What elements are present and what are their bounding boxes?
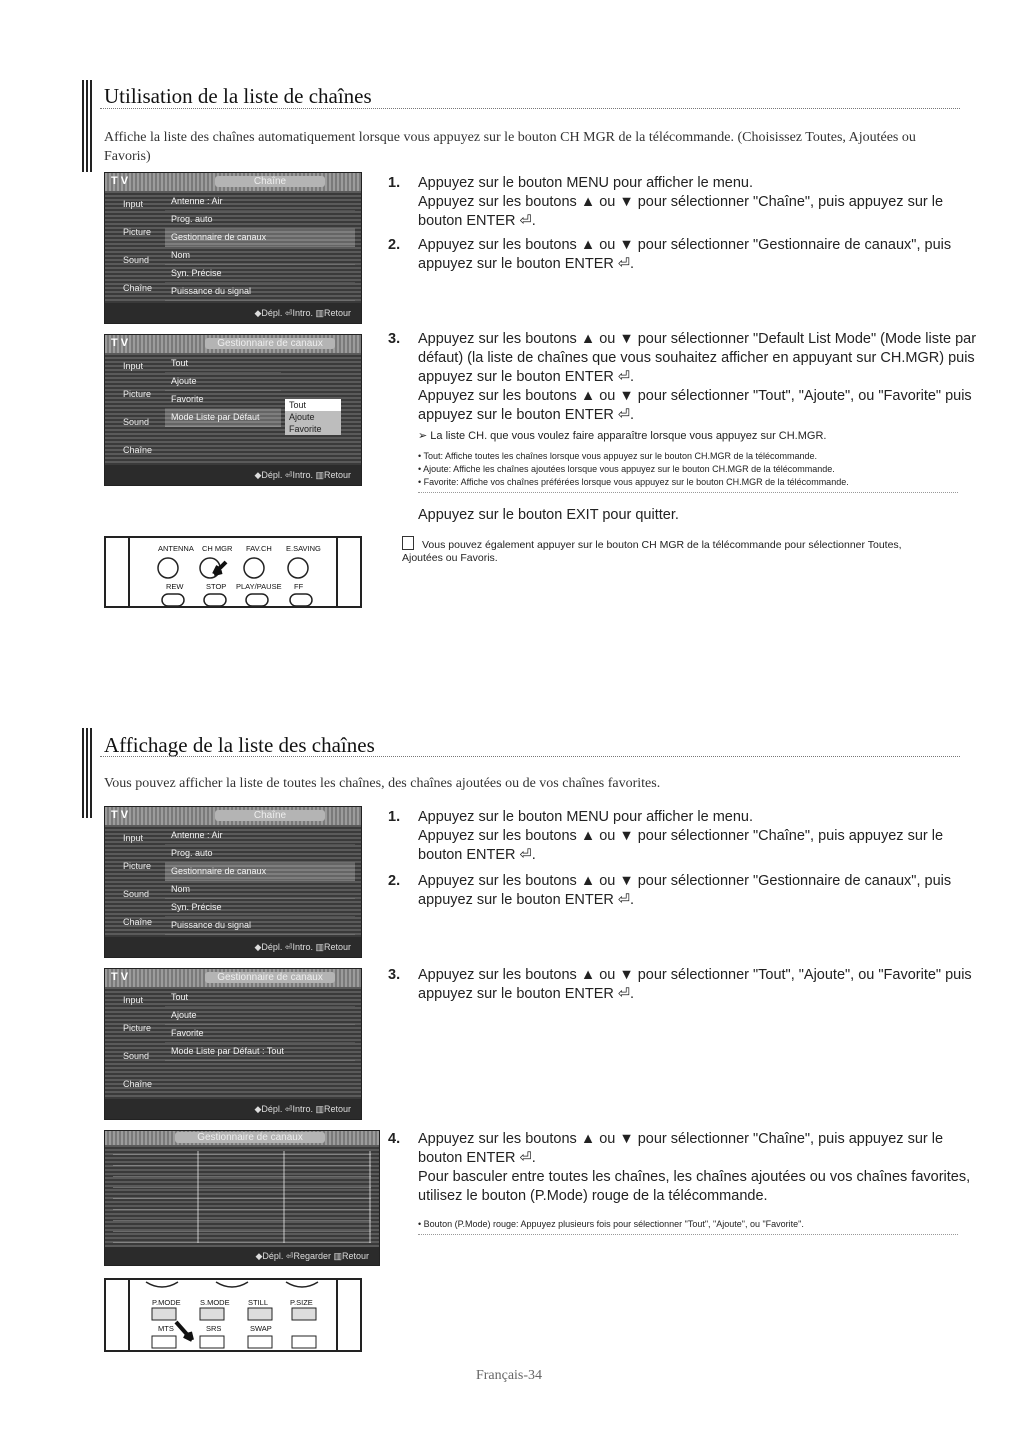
screen-title: Chaîne	[215, 176, 325, 187]
menu-item: Nom	[165, 247, 355, 265]
remote-label: S.MODE	[200, 1298, 230, 1307]
step-number: 2.	[388, 873, 401, 889]
remote-illustration-pmode	[104, 1278, 362, 1352]
bullet-tout: • Tout: Affiche toutes les chaînes lorsque vous appuyez sur le bouton CH.MGR de la télécommande.	[418, 451, 818, 461]
menu-item: Prog. auto	[165, 845, 355, 863]
step-number: 4.	[388, 1131, 401, 1147]
tv-menu-screen-chaine	[104, 172, 362, 324]
step-line: Appuyez sur les boutons ▲ ou ▼ pour sélectionner "Chaîne", puis appuyez sur le bouton ENTER ⏎.	[418, 828, 944, 863]
option-tout: Tout	[285, 399, 341, 411]
menu-item: Syn. Précise	[165, 265, 355, 283]
remote-label: STILL	[248, 1298, 269, 1307]
s1-note	[402, 536, 942, 565]
side-sound: Sound	[123, 889, 150, 899]
remote-label: FF	[294, 582, 304, 591]
step-line: Appuyez sur le bouton MENU pour afficher le menu.	[418, 809, 754, 825]
s1-step-3	[388, 330, 978, 425]
step-number: 3.	[388, 967, 401, 983]
step-line: Appuyez sur les boutons ▲ ou ▼ pour sélectionner "Chaîne", puis appuyez sur le bouton ENTER ⏎.	[418, 194, 944, 229]
menu-item-selected: Mode Liste par Défaut	[165, 409, 281, 427]
section2-intro: Vous pouvez afficher la liste de toutes les chaînes, des chaînes ajoutées ou de vos chaînes favorites.	[104, 776, 661, 791]
menu-sidebar	[105, 353, 163, 465]
side-sound: Sound	[123, 417, 150, 427]
step-line: Appuyez sur les boutons ▲ ou ▼ pour sélectionner "Gestionnaire de canaux", puis appuyez sur le bouton ENTER ⏎.	[418, 873, 952, 908]
side-input: Input	[123, 199, 144, 209]
option-favorite: Favorite	[289, 424, 322, 434]
remote-label: REW	[166, 582, 184, 591]
section2-marker	[82, 728, 92, 818]
remote-label: SRS	[206, 1324, 222, 1333]
note-icon	[402, 536, 414, 550]
screen-footer: ◆Dépl. ⏎Intro. ▥Retour	[105, 465, 361, 485]
tv-label: T V	[111, 337, 129, 349]
step-line: Appuyez sur les boutons ▲ ou ▼ pour sélectionner "Gestionnaire de canaux", puis appuyez sur le bouton ENTER ⏎.	[418, 237, 952, 272]
s1-step-1	[388, 174, 978, 231]
menu-list	[165, 193, 355, 319]
remote-label: P.SIZE	[290, 1298, 313, 1307]
menu-item: Favorite	[165, 391, 281, 409]
step-number: 3.	[388, 331, 401, 347]
s2-step-1	[388, 808, 978, 865]
section1-title: Utilisation de la liste de chaînes	[104, 84, 372, 108]
bullet-ajoute: • Ajoute: Affiche les chaînes ajoutées lorsque vous appuyez sur le bouton CH.MGR de la télécommande.	[418, 464, 835, 474]
side-sound: Sound	[123, 255, 150, 265]
screen-title: Gestionnaire de canaux	[205, 972, 335, 983]
remote-label: STOP	[206, 582, 227, 591]
tv-menu-screen-gestionnaire	[104, 334, 362, 486]
menu-item: Nom	[165, 881, 355, 899]
menu-item-selected: Gestionnaire de canaux	[165, 229, 355, 247]
step-number: 1.	[388, 809, 401, 825]
menu-item: Mode Liste par Défaut : Tout	[165, 1043, 355, 1061]
side-chaine: Chaîne	[123, 283, 153, 293]
menu-list	[165, 355, 281, 427]
section2-rule	[100, 756, 960, 757]
tv-menu-screen-gestionnaire-2	[104, 968, 362, 1120]
option-ajoute: Ajoute	[289, 412, 315, 422]
screen-footer: ◆Dépl. ⏎Intro. ▥Retour	[105, 937, 361, 957]
s1-step-2	[388, 236, 978, 274]
s1-tip: ➢ La liste CH. que vous voulez faire apparaître lorsque vous appuyez sur CH.MGR.	[418, 430, 827, 442]
tv-label: T V	[111, 971, 129, 983]
screen-footer: ◆Dépl. ⏎Regarder ▥Retour	[105, 1247, 379, 1265]
step-line: Appuyez sur le bouton MENU pour afficher le menu.	[418, 175, 754, 191]
menu-item: Puissance du signal	[165, 917, 355, 935]
menu-item: Ajoute	[165, 373, 281, 391]
menu-item: Antenne : Air	[165, 193, 355, 211]
s2-bullet: • Bouton (P.Mode) rouge: Appuyez plusieurs fois pour sélectionner "Tout", "Ajoute", ou "Favorite".	[418, 1218, 958, 1235]
menu-list	[165, 827, 355, 953]
remote-label: SWAP	[250, 1324, 272, 1333]
screen-title: Gestionnaire de canaux	[175, 1132, 325, 1143]
section2-title: Affichage de la liste des chaînes	[104, 733, 375, 757]
step-line: Appuyez sur les boutons ▲ ou ▼ pour sélectionner "Tout", "Ajoute", ou "Favorite" puis appuyez sur le bouton ENTER ⏎.	[418, 388, 972, 423]
remote-label: E.SAVING	[286, 544, 321, 553]
remote-label: P.MODE	[152, 1298, 181, 1307]
side-picture: Picture	[123, 1023, 152, 1033]
side-picture: Picture	[123, 389, 152, 399]
tv-label: T V	[111, 175, 129, 187]
s2-step-3	[388, 966, 978, 1004]
section1-intro: Affiche la liste des chaînes automatiquement lorsque vous appuyez sur le bouton CH MGR de la télécommande. (Choisissez Toutes, Ajoutées ou Favoris)	[104, 130, 916, 164]
section1-marker	[82, 80, 92, 172]
screen-title: Gestionnaire de canaux	[205, 338, 335, 349]
menu-item: Ajoute	[165, 1007, 355, 1025]
side-picture: Picture	[123, 861, 152, 871]
menu-sidebar	[105, 191, 163, 303]
s2-step-2	[388, 872, 978, 910]
side-input: Input	[123, 361, 144, 371]
menu-item: Antenne : Air	[165, 827, 355, 845]
step-line: Pour basculer entre toutes les chaînes, les chaînes ajoutées ou vos chaînes favorites, utilisez le bouton (P.Mode) rouge de la télécommande.	[418, 1169, 971, 1204]
remote-buttons	[106, 1280, 362, 1352]
step-line: Appuyez sur les boutons ▲ ou ▼ pour sélectionner "Default List Mode" (Mode liste par défaut) (la liste de chaînes que vous souhaitez afficher en appuyant sur CH.MGR) puis appuyez sur le bouton ENTER ⏎.	[418, 331, 977, 385]
menu-sidebar	[105, 825, 163, 937]
menu-item-selected: Gestionnaire de canaux	[165, 863, 355, 881]
remote-buttons	[106, 538, 362, 608]
side-chaine: Chaîne	[123, 1079, 153, 1089]
menu-item: Prog. auto	[165, 211, 355, 229]
menu-list	[165, 989, 355, 1061]
s1-exit	[388, 506, 978, 525]
menu-sidebar	[105, 987, 163, 1099]
step-number: 2.	[388, 237, 401, 253]
tv-label: T V	[111, 809, 129, 821]
step-number: 1.	[388, 175, 401, 191]
menu-item: Puissance du signal	[165, 283, 355, 301]
option-popup	[285, 399, 341, 435]
section1-rule	[100, 108, 960, 109]
note-text: Vous pouvez également appuyer sur le bouton CH MGR de la télécommande pour sélectionner Toutes, Ajoutées ou Favoris.	[402, 539, 902, 564]
screen-title: Chaîne	[215, 810, 325, 821]
menu-item: Syn. Précise	[165, 899, 355, 917]
bullet-favorite: • Favorite: Affiche vos chaînes préférées lorsque vous appuyez sur le bouton CH.MGR de la télécommande.	[418, 477, 849, 487]
channel-grid	[113, 1151, 371, 1243]
step-line: Appuyez sur les boutons ▲ ou ▼ pour sélectionner "Chaîne", puis appuyez sur le bouton ENTER ⏎.	[418, 1131, 944, 1166]
remote-label: ANTENNA	[158, 544, 194, 553]
s1-bullets	[418, 450, 958, 493]
menu-item: Tout	[165, 989, 355, 1007]
side-picture: Picture	[123, 227, 152, 237]
remote-label: FAV.CH	[246, 544, 272, 553]
tv-menu-screen-chaine-2	[104, 806, 362, 958]
exit-line: Appuyez sur le bouton EXIT pour quitter.	[418, 507, 679, 523]
menu-item: Favorite	[165, 1025, 355, 1043]
screen-footer: ◆Dépl. ⏎Intro. ▥Retour	[105, 1099, 361, 1119]
menu-item: Tout	[165, 355, 281, 373]
side-sound: Sound	[123, 1051, 150, 1061]
side-input: Input	[123, 833, 144, 843]
remote-label: CH MGR	[202, 544, 233, 553]
page-footer: Français-34	[475, 1368, 543, 1383]
remote-label: PLAY/PAUSE	[236, 582, 282, 591]
screen-footer: ◆Dépl. ⏎Intro. ▥Retour	[105, 303, 361, 323]
remote-illustration-chmgr	[104, 536, 362, 608]
remote-label: MTS	[158, 1324, 174, 1333]
step-line: Appuyez sur les boutons ▲ ou ▼ pour sélectionner "Tout", "Ajoute", ou "Favorite" puis appuyez sur le bouton ENTER ⏎.	[418, 967, 972, 1002]
side-input: Input	[123, 995, 144, 1005]
side-chaine: Chaîne	[123, 445, 153, 455]
tv-channel-list-screen	[104, 1130, 380, 1266]
side-chaine: Chaîne	[123, 917, 153, 927]
s2-step-4	[388, 1130, 978, 1206]
